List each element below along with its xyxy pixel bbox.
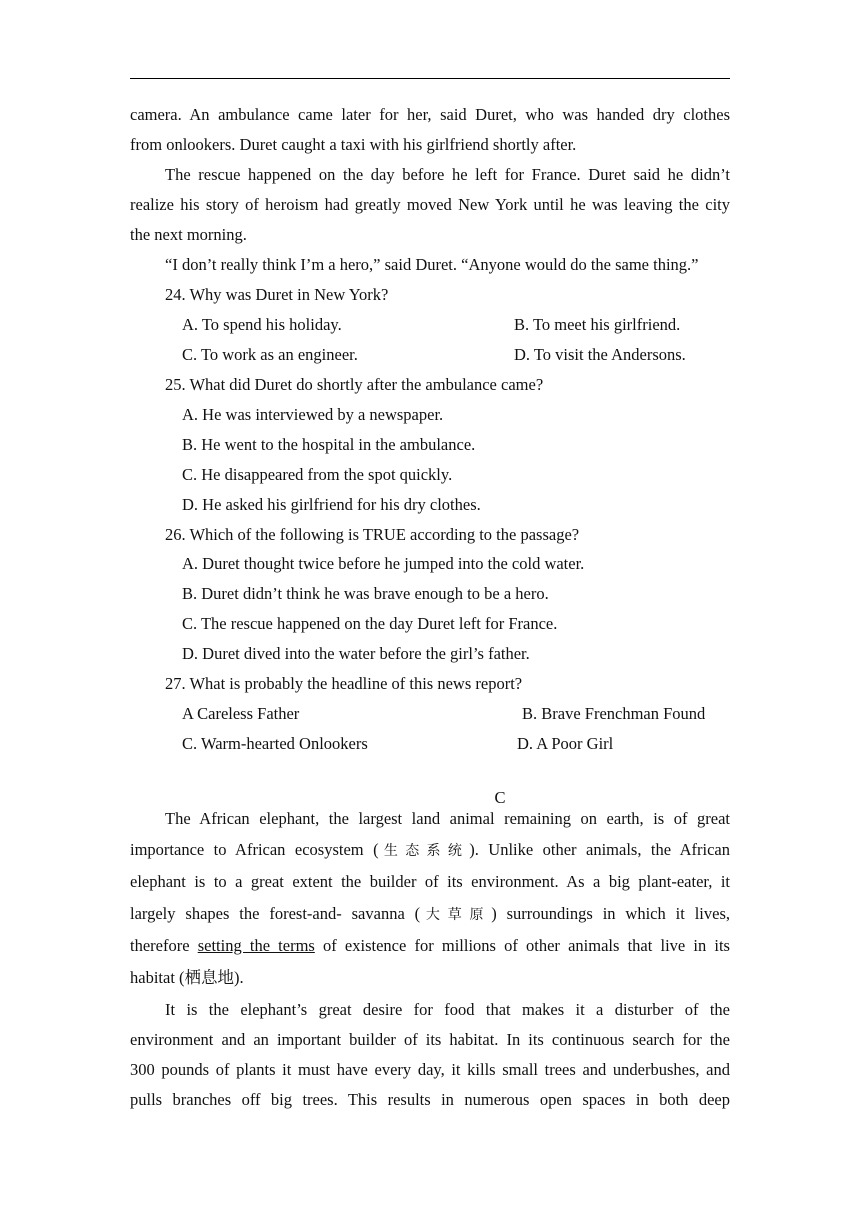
passage-line: the next morning. bbox=[130, 225, 247, 244]
passage-line: “I don’t really think I’m a hero,” said Duret. “Anyone would do the same thing.” bbox=[165, 255, 699, 274]
question-stem: 26. Which of the following is TRUE according to the passage? bbox=[165, 525, 580, 544]
passage-text: ). Unlike other animals, the African bbox=[469, 840, 730, 859]
passage-line: pulls branches off big trees. This results in numerous open spaces in both deep bbox=[130, 1090, 730, 1109]
passage-line: The African elephant, the largest land animal remaining on earth, is of great bbox=[165, 809, 730, 828]
passage-line bbox=[130, 904, 730, 925]
answer-option: B. Duret didn’t think he was brave enough to be a hero. bbox=[182, 584, 549, 603]
passage-line bbox=[130, 840, 730, 861]
question-stem: 25. What did Duret do shortly after the ambulance came? bbox=[165, 375, 544, 394]
passage-line: environment and an important builder of its habitat. In its continuous search for the bbox=[130, 1030, 730, 1049]
answer-option: A Careless Father bbox=[182, 704, 300, 723]
passage-line: elephant is to a great extent the builder of its environment. As a big plant-eater, it bbox=[130, 872, 730, 891]
underlined-phrase: setting the terms bbox=[197, 936, 315, 955]
answer-option: D. A Poor Girl bbox=[517, 734, 614, 753]
passage-line: realize his story of heroism had greatly moved New York until he was leaving the city bbox=[130, 195, 730, 214]
section-label: C bbox=[494, 788, 506, 807]
answer-option: C. Warm-hearted Onlookers bbox=[182, 734, 368, 753]
question-stem: 27. What is probably the headline of this news report? bbox=[165, 674, 523, 693]
passage-text: largely shapes the forest-and- savanna ( bbox=[130, 904, 421, 923]
passage-line bbox=[130, 936, 730, 956]
chinese-gloss: 生态系统 bbox=[378, 843, 470, 859]
passage-text: of existence for millions of other animals that live in its bbox=[314, 936, 730, 955]
answer-option: D. He asked his girlfriend for his dry clothes. bbox=[182, 495, 481, 514]
answer-option: B. To meet his girlfriend. bbox=[514, 315, 681, 334]
answer-option: C. To work as an engineer. bbox=[182, 345, 358, 364]
passage-text: ) surroundings in which it lives, bbox=[491, 904, 731, 923]
answer-option: A. He was interviewed by a newspaper. bbox=[182, 405, 444, 424]
answer-option: C. The rescue happened on the day Duret left for France. bbox=[182, 614, 558, 633]
passage-line: camera. An ambulance came later for her, said Duret, who was handed dry clothes bbox=[130, 105, 730, 124]
answer-option: D. To visit the Andersons. bbox=[514, 345, 686, 364]
passage-text: therefore bbox=[130, 936, 198, 955]
passage-line: It is the elephant’s great desire for food that makes it a disturber of the bbox=[165, 1000, 730, 1019]
answer-option: B. Brave Frenchman Found bbox=[522, 704, 706, 723]
answer-option: C. He disappeared from the spot quickly. bbox=[182, 465, 453, 484]
passage-text: importance to African ecosystem ( bbox=[130, 840, 379, 859]
answer-option: D. Duret dived into the water before the girl’s father. bbox=[182, 644, 530, 663]
question-stem: 24. Why was Duret in New York? bbox=[165, 285, 389, 304]
passage-line: The rescue happened on the day before he left for France. Duret said he didn’t bbox=[165, 165, 730, 184]
chinese-gloss: 大草原 bbox=[420, 907, 492, 923]
header-rule bbox=[130, 78, 730, 79]
passage-line: 300 pounds of plants it must have every day, it kills small trees and underbushes, and bbox=[130, 1060, 730, 1079]
passage-line: habitat (栖息地). bbox=[130, 968, 244, 987]
answer-option: A. Duret thought twice before he jumped into the cold water. bbox=[182, 554, 585, 573]
passage-line: from onlookers. Duret caught a taxi with his girlfriend shortly after. bbox=[130, 135, 577, 154]
answer-option: B. He went to the hospital in the ambulance. bbox=[182, 435, 476, 454]
answer-option: A. To spend his holiday. bbox=[182, 315, 342, 334]
